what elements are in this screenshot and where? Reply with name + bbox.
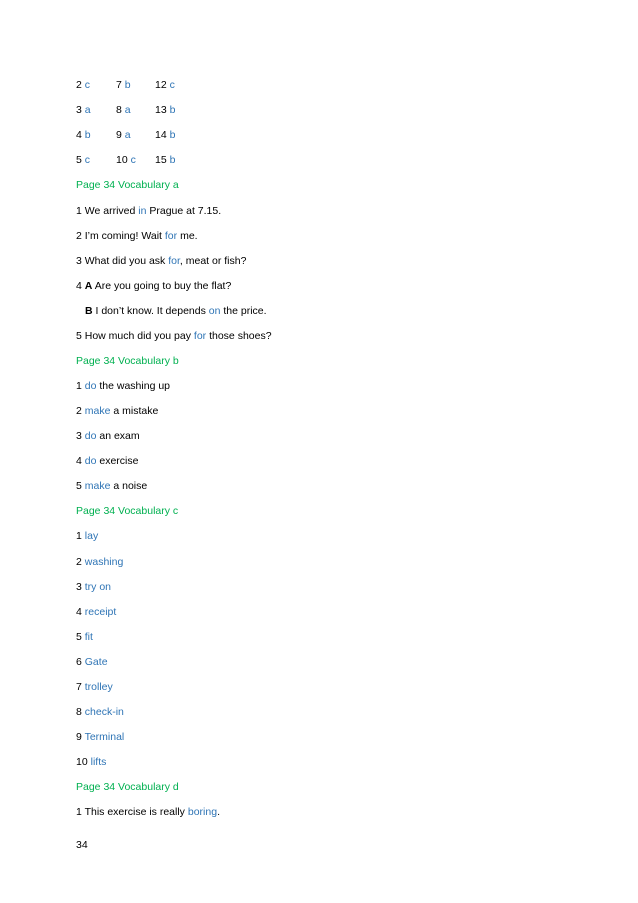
exercise-line: 2 I’m coming! Wait for me. [76,230,198,242]
answer-text: b [169,154,176,166]
exercise-line: 6 Gate [76,656,108,668]
exercise-line: 4 receipt [76,606,117,618]
answer-text: do [84,455,97,467]
answer-text: boring [187,806,218,818]
answer-text: a [124,129,131,141]
answer-text: lay [84,530,99,542]
answer-text: c [169,79,175,91]
exercise-line: 1 This exercise is really boring. [76,806,220,818]
exercise-line: 4 A Are you going to buy the flat? [76,280,232,292]
page-number: 34 [76,839,88,851]
exercise-line: B I don’t know. It depends on the price. [85,305,267,317]
speaker-label: B [85,305,93,317]
exercise-line: 8 check-in [76,706,124,718]
section-heading-vocab-d: Page 34 Vocabulary d [76,781,179,793]
answer-text: make [84,405,111,417]
answer-text: b [169,104,176,116]
answer-text: receipt [84,606,117,618]
answer-text: b [124,79,131,91]
exercise-line: 5 fit [76,631,93,643]
answer-text: b [169,129,176,141]
answer-text: try on [84,581,112,593]
exercise-line: 9 Terminal [76,731,125,743]
answer-text: c [84,79,91,91]
answer-text: lifts [90,756,107,768]
answer-text: on [208,305,221,317]
answer-text: for [164,230,178,242]
answer-text: fit [84,631,93,643]
answer-text: in [138,205,147,217]
exercise-line: 10 lifts [76,756,107,768]
exercise-line: 1 lay [76,530,99,542]
section-heading-vocab-c: Page 34 Vocabulary c [76,505,179,517]
answer-text: trolley [84,681,113,693]
answer-text: b [84,129,91,141]
answer-text: for [193,330,207,342]
answer-text: a [124,104,131,116]
answer-text: Gate [84,656,108,668]
exercise-line: 3 try on [76,581,112,593]
answer-text: do [84,430,97,442]
section-heading-vocab-b: Page 34 Vocabulary b [76,355,179,367]
exercise-line: 3 What did you ask for, meat or fish? [76,255,247,267]
answer-text: do [84,380,97,392]
speaker-label: A [84,280,93,292]
exercise-line: 1 We arrived in Prague at 7.15. [76,205,222,217]
exercise-line: 5 make a noise [76,480,148,492]
exercise-line: 5 How much did you pay for those shoes? [76,330,272,342]
exercise-line: 1 do the washing up [76,380,171,392]
answer-text: c [84,154,91,166]
answer-text: washing [84,556,124,568]
exercise-line: 3 do an exam [76,430,140,442]
exercise-line: 2 washing [76,556,124,568]
answer-text: c [130,154,136,166]
exercise-line: 7 trolley [76,681,113,693]
exercise-line: 2 make a mistake [76,405,159,417]
answer-text: Terminal [84,731,125,743]
section-heading-vocab-a: Page 34 Vocabulary a [76,179,179,191]
answer-text: check-in [84,706,124,718]
exercise-line: 4 do exercise [76,455,139,467]
answer-text: make [84,480,111,492]
answer-text: a [84,104,91,116]
answer-text: for [168,255,180,267]
